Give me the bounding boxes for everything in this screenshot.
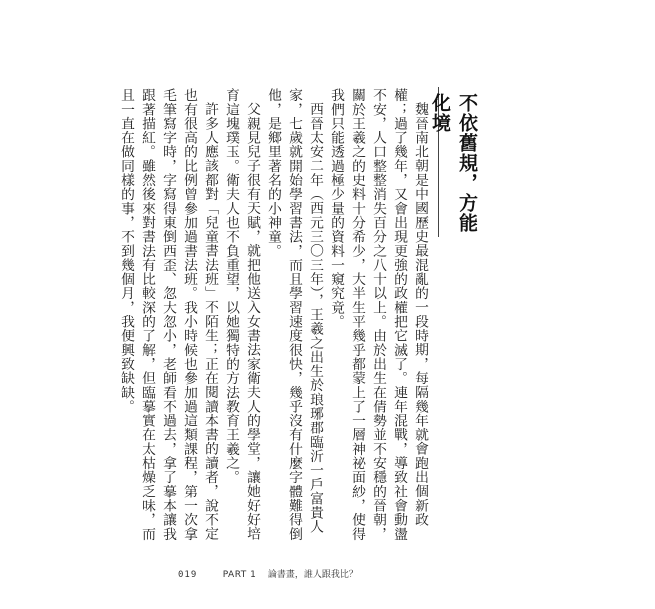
section-title: 不依舊規，方能化境 [429, 93, 478, 233]
chapter-title: 論書畫，誰人跟我比？ [267, 570, 358, 580]
page-number: 019 [178, 570, 198, 580]
section-title-box [429, 87, 478, 237]
page-footer [178, 567, 358, 580]
paragraph: 西晉太安二年（西元三〇三年），王羲之出生於琅琊郡臨沂一戶富貴人家，七歲就開始學習書法，而且學習速度很快，幾乎沒有什麼字體難得倒他，是鄉里著名的小神童。 [265, 88, 323, 541]
paragraph: 父親見兒子很有天賦，就把他送入女書法家衛夫人的學堂，讓她好好培育這塊璞玉。衛夫人也不負重望，以她獨特的方法教育王羲之。 [223, 88, 260, 541]
body-text [118, 88, 430, 548]
paragraph: 許多人應該都對「兒童書法班」不陌生；正在閱讀本書的讀者，說不定也有很高的比例曾參加過書法班。我小時候也參加過這類課程，第一次拿毛筆寫字時，字寫得東倒西歪、忽大忽小，老師看不過去，拿了摹本讓我跟著描紅。雖然後來對書法有比較深的了解，但臨摹實在太枯燥乏味，而且一直在做同樣的事，不到幾個月，我便興致缺缺。 [118, 88, 218, 541]
paragraph: 魏晉南北朝是中國歷史最混亂的一段時期，每隔幾年就會跑出個新政權；過了幾年，又會出現更強的政權把它滅了。連年混戰，導致社會動盪不安，人口整整消失百分之八十以上。由於出生在倩勢並不安穩的晉朝，關於王羲之的史料十分希少，大半生平幾乎都蒙上了一層神祕面紗，使得我們只能透過極少量的資料一窺究竟。 [328, 88, 428, 541]
part-label: PART 1 [222, 570, 257, 580]
